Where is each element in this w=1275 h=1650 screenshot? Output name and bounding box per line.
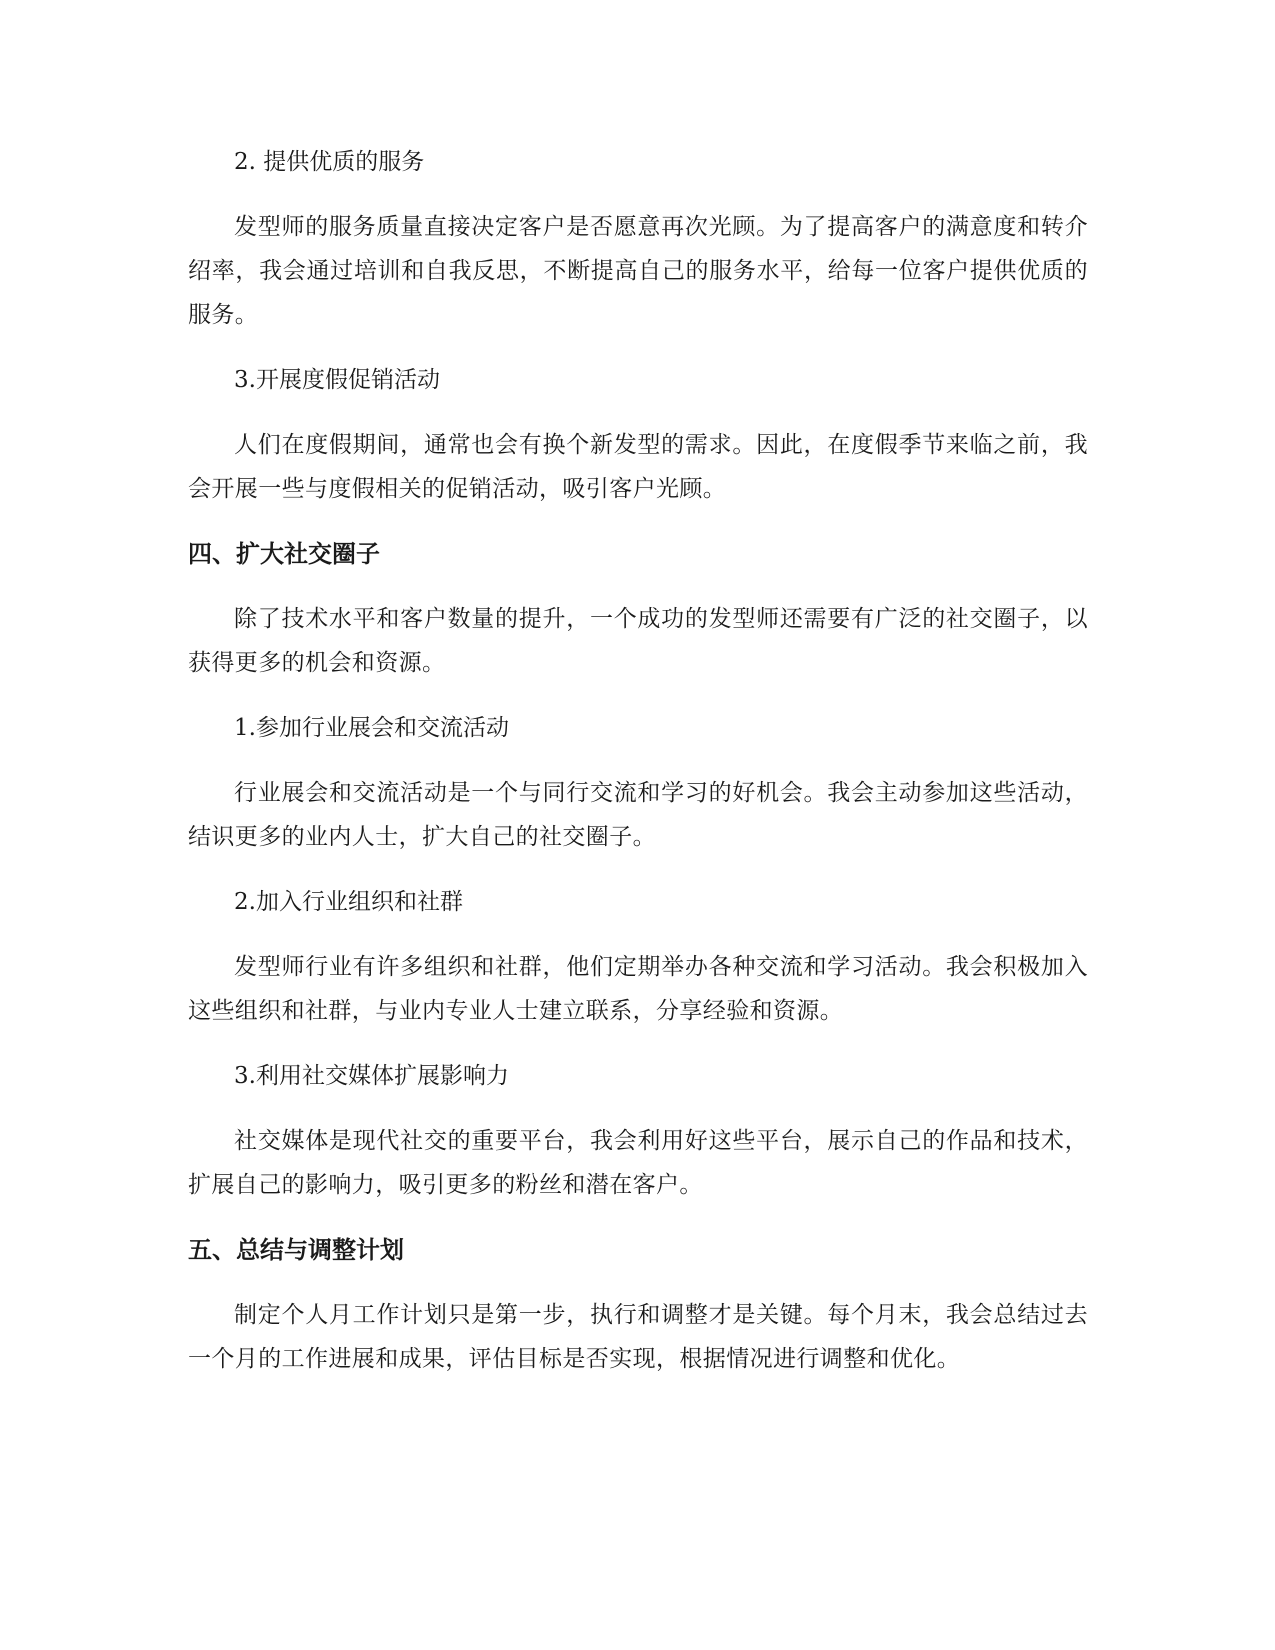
paragraph-join-organizations: 发型师行业有许多组织和社群，他们定期举办各种交流和学习活动。我会积极加入这些组织和社群，与业内专业人士建立联系，分享经验和资源。 (188, 954, 1088, 1024)
paragraph-social-circle-intro: 除了技术水平和客户数量的提升，一个成功的发型师还需要有广泛的社交圈子，以获得更多的机会和资源。 (188, 606, 1088, 676)
section-heading-expand-social-circle: 四、扩大社交圈子 (188, 540, 380, 568)
subheading-join-organizations: 2.加入行业组织和社群 (234, 889, 463, 915)
subheading-industry-exhibitions: 1.参加行业展会和交流活动 (234, 715, 509, 741)
paragraph-industry-exhibitions: 行业展会和交流活动是一个与同行交流和学习的好机会。我会主动参加这些活动，结识更多的业内人士，扩大自己的社交圈子。 (188, 780, 1088, 850)
paragraph-summary-adjust: 制定个人月工作计划只是第一步，执行和调整才是关键。每个月末，我会总结过去一个月的工作进展和成果，评估目标是否实现，根据情况进行调整和优化。 (188, 1302, 1088, 1372)
document-body (188, 140, 1088, 1402)
subheading-holiday-promotion: 3.开展度假促销活动 (234, 367, 440, 393)
section-heading-summary-adjust: 五、总结与调整计划 (188, 1236, 404, 1264)
paragraph-service-quality: 发型师的服务质量直接决定客户是否愿意再次光顾。为了提高客户的满意度和转介绍率，我会通过培训和自我反思，不断提高自己的服务水平，给每一位客户提供优质的服务。 (188, 214, 1088, 328)
paragraph-social-media: 社交媒体是现代社交的重要平台，我会利用好这些平台，展示自己的作品和技术，扩展自己的影响力，吸引更多的粉丝和潜在客户。 (188, 1128, 1088, 1198)
subheading-provide-quality-service: 2. 提供优质的服务 (234, 149, 425, 175)
subheading-social-media: 3.利用社交媒体扩展影响力 (234, 1063, 509, 1089)
paragraph-holiday-promotion: 人们在度假期间，通常也会有换个新发型的需求。因此，在度假季节来临之前，我会开展一些与度假相关的促销活动，吸引客户光顾。 (188, 432, 1088, 502)
